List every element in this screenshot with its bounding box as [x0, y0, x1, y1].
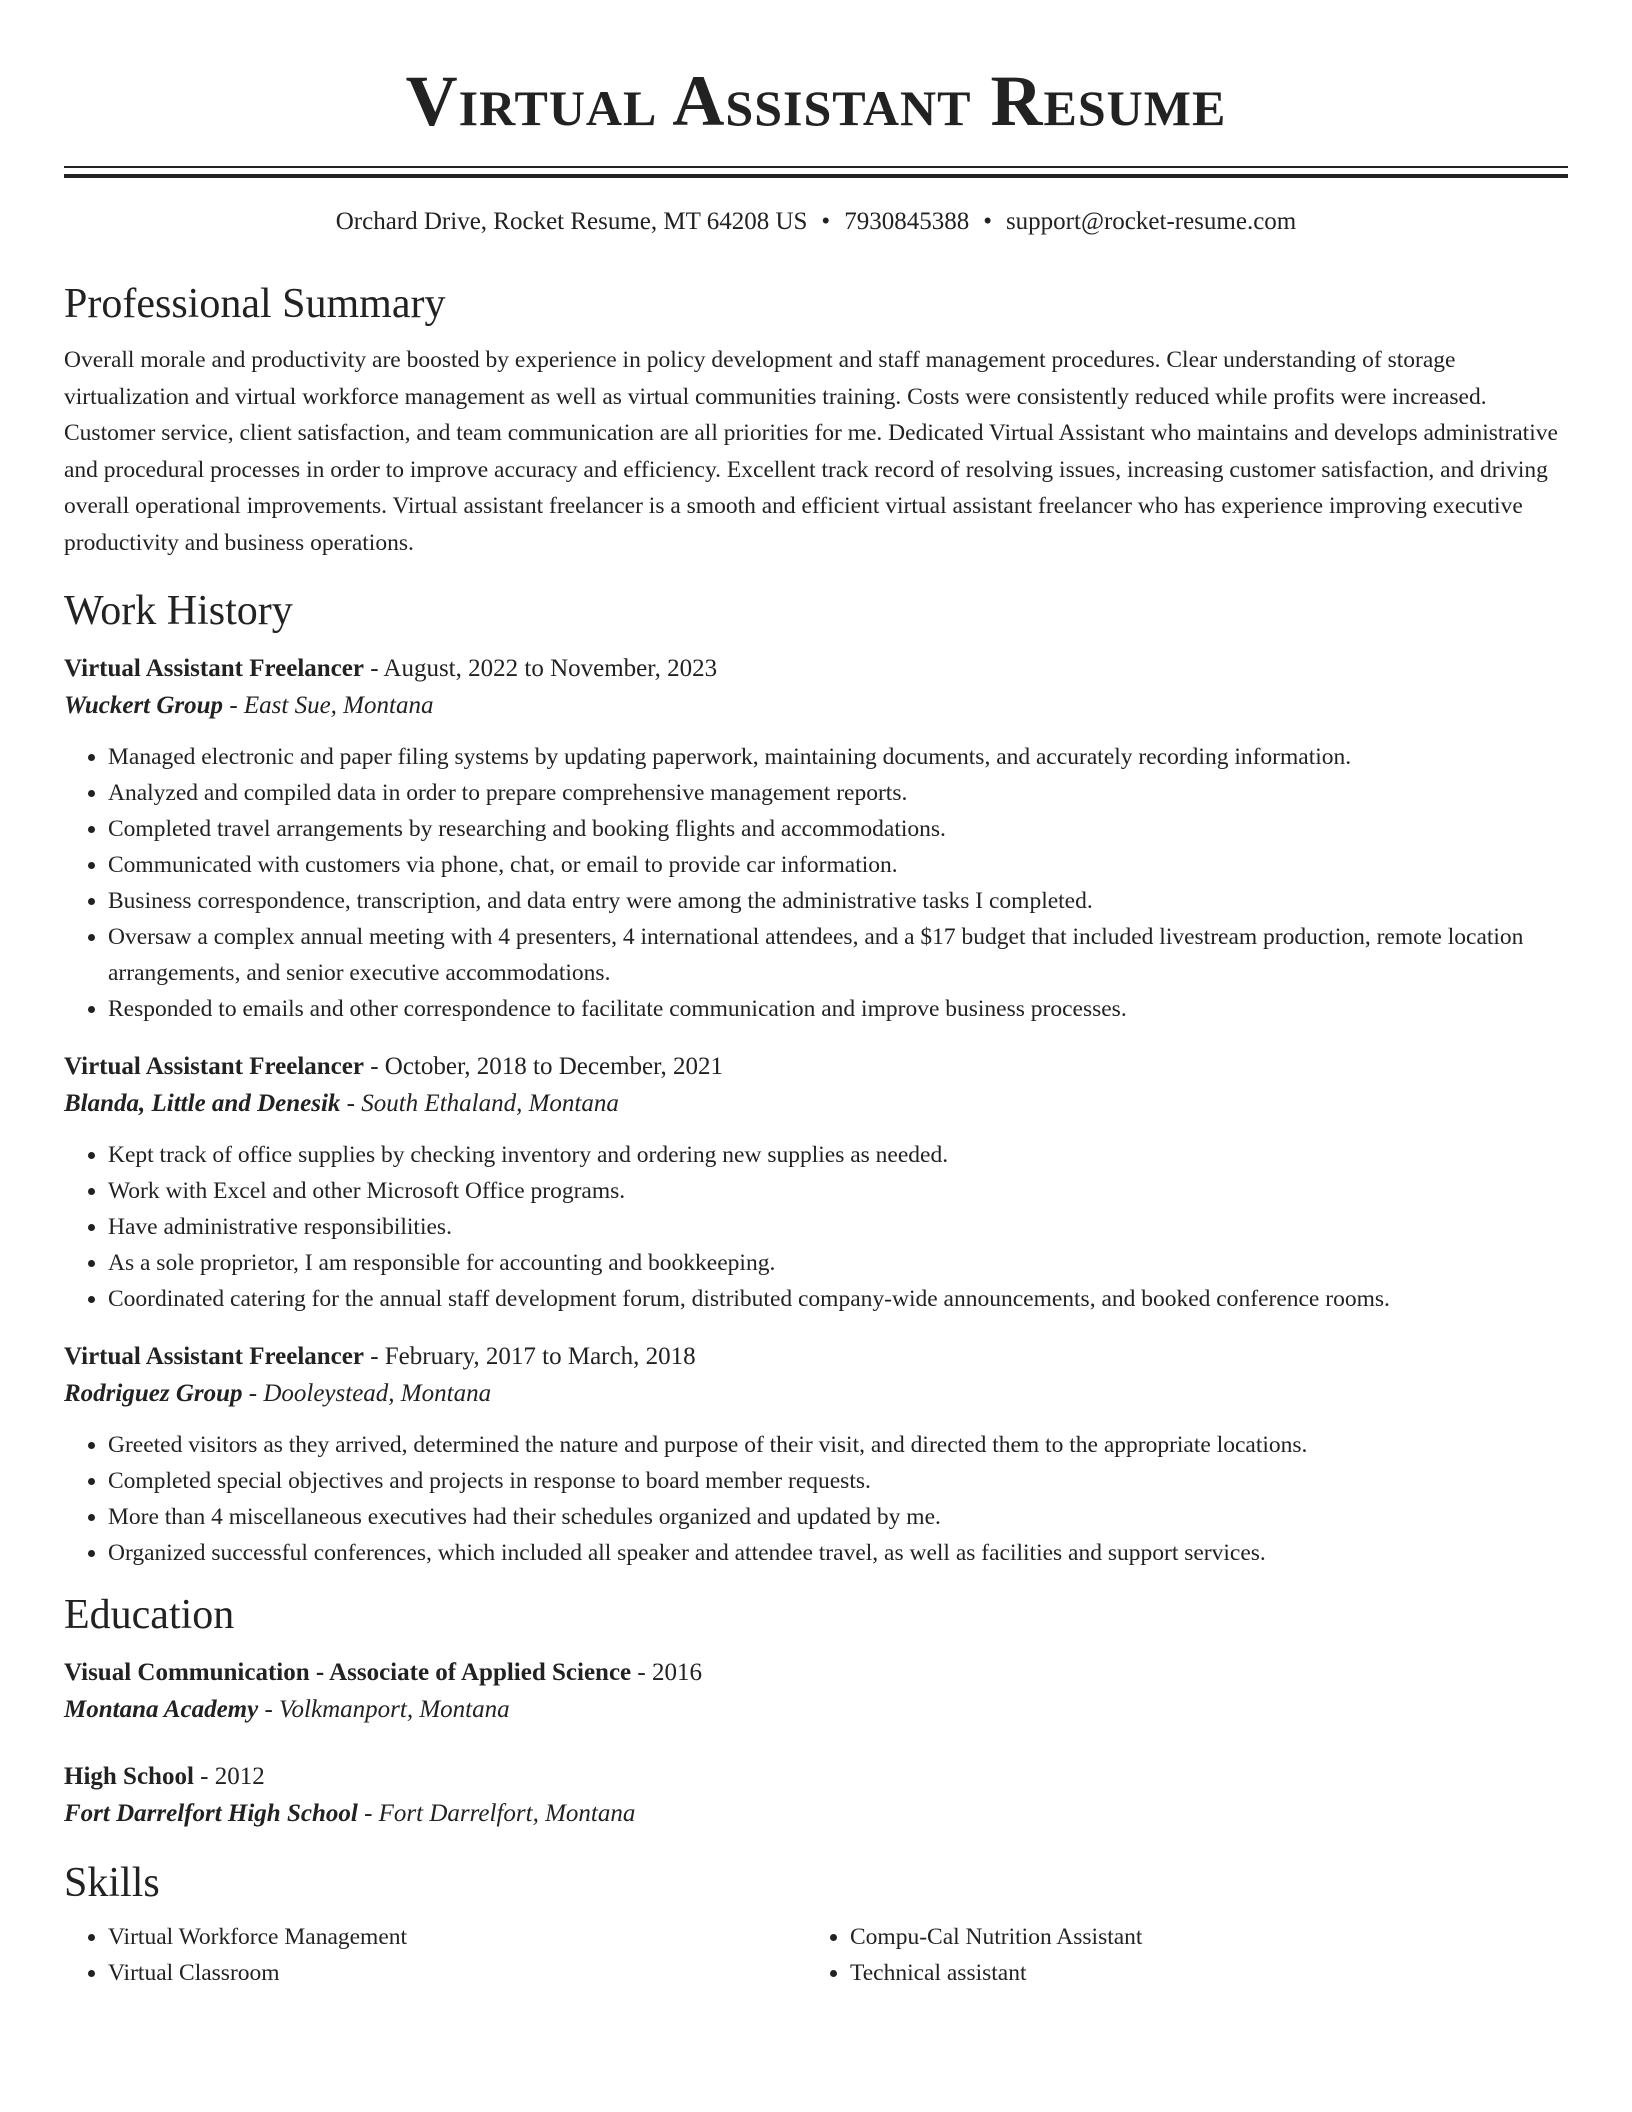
job-company: Wuckert Group — [64, 692, 224, 719]
job-title: Virtual Assistant Freelancer — [64, 1343, 364, 1370]
contact-phone: 7930845388 — [844, 208, 970, 235]
school-location: - Volkmanport, Montana — [258, 1696, 510, 1723]
skill-item: • Virtual Workforce Management — [108, 1919, 806, 1955]
contact-email: support@rocket-resume.com — [1005, 208, 1297, 235]
job-company-line — [64, 1375, 1568, 1413]
list-item: • Coordinated catering for the annual staff development forum, distributed company-wide announcements, and booked conference rooms. — [108, 1281, 1568, 1317]
summary-heading: Professional Summary — [64, 281, 446, 327]
resume-title: Virtual Assistant Resume — [405, 61, 1227, 141]
education-entry — [64, 1655, 1568, 1729]
graduation-year: - 2012 — [193, 1763, 265, 1790]
job-title-line — [64, 1049, 1568, 1085]
skills-columns — [64, 1919, 1568, 1991]
skill-item: • Virtual Classroom — [108, 1955, 806, 1991]
job-bullets — [64, 1137, 1568, 1317]
list-item: • Organized successful conferences, which included all speaker and attendee travel, as well as facilities and support services. — [108, 1535, 1568, 1571]
contact-separator: • — [983, 208, 992, 235]
summary-text: Overall morale and productivity are boosted by experience in policy development and staff management procedures. Clear understanding of storage virtualization and virtual workforce management as well as virtual communities training. Costs were consistently reduced while profits were increased. Customer service, client satisfaction, and team communication are all priorities for me. Dedicated Virtual Assistant who maintains and develops administrative and procedural processes in order to improve accuracy and efficiency. Excellent track record of resolving issues, increasing customer satisfaction, and driving overall operational improvements. Virtual assistant freelancer is a smooth and efficient virtual assistant freelancer who has experience improving executive productivity and business operations. — [64, 347, 1558, 556]
work-history-heading: Work History — [64, 588, 293, 634]
list-item: • Have administrative responsibilities. — [108, 1209, 1568, 1245]
contact-separator: • — [821, 208, 831, 235]
job-entry — [64, 1339, 1568, 1571]
job-location: - East Sue, Montana — [223, 692, 434, 719]
list-item: • More than 4 miscellaneous executives had their schedules organized and updated by me. — [108, 1499, 1568, 1535]
job-entry — [64, 651, 1568, 1027]
list-item: • Completed travel arrangements by researching and booking flights and accommodations. — [108, 811, 1568, 847]
job-location: - Dooleystead, Montana — [242, 1380, 492, 1407]
skills-section — [64, 1857, 1568, 1991]
school-name: Montana Academy — [64, 1696, 259, 1723]
job-title: Virtual Assistant Freelancer — [64, 1053, 364, 1080]
skill-item: • Compu-Cal Nutrition Assistant — [850, 1919, 1568, 1955]
skill-item: • Technical assistant — [850, 1955, 1568, 1991]
degree-line — [64, 1759, 1568, 1795]
job-bullets — [64, 1427, 1568, 1571]
school-location: - Fort Darrelfort, Montana — [357, 1800, 636, 1827]
skills-column-right — [806, 1919, 1568, 1991]
job-dates: - February, 2017 to March, 2018 — [363, 1343, 696, 1370]
list-item: • Managed electronic and paper filing systems by updating paperwork, maintaining documents, and accurately recording information. — [108, 739, 1568, 775]
job-company: Blanda, Little and Denesik — [64, 1090, 341, 1117]
job-title-line — [64, 1339, 1568, 1375]
summary-section — [64, 278, 1568, 561]
contact-line — [64, 206, 1568, 238]
school-line — [64, 1691, 1568, 1729]
job-dates: - August, 2022 to November, 2023 — [363, 655, 718, 682]
list-item: • Analyzed and compiled data in order to prepare comprehensive management reports. — [108, 775, 1568, 811]
skills-heading: Skills — [64, 1860, 160, 1906]
job-company: Rodriguez Group — [64, 1380, 243, 1407]
work-history-section — [64, 585, 1568, 1571]
school-name: Fort Darrelfort High School — [64, 1800, 358, 1827]
job-company-line — [64, 687, 1568, 725]
degree: Visual Communication - Associate of Applied Science — [64, 1659, 632, 1686]
job-dates: - October, 2018 to December, 2021 — [363, 1053, 723, 1080]
job-company-line — [64, 1085, 1568, 1123]
list-item: • Completed special objectives and projects in response to board member requests. — [108, 1463, 1568, 1499]
list-item: • Greeted visitors as they arrived, determined the nature and purpose of their visit, and directed them to the appropriate locations. — [108, 1427, 1568, 1463]
title-divider — [64, 166, 1568, 168]
education-heading: Education — [64, 1592, 235, 1638]
job-title-line — [64, 651, 1568, 687]
job-title: Virtual Assistant Freelancer — [64, 655, 364, 682]
list-item: • As a sole proprietor, I am responsible for accounting and bookkeeping. — [108, 1245, 1568, 1281]
contact-address: Orchard Drive, Rocket Resume, MT 64208 US — [335, 208, 808, 235]
job-entry — [64, 1049, 1568, 1317]
job-location: - South Ethaland, Montana — [340, 1090, 619, 1117]
list-item: • Responded to emails and other correspondence to facilitate communication and improve business processes. — [108, 991, 1568, 1027]
list-item: • Work with Excel and other Microsoft Office programs. — [108, 1173, 1568, 1209]
education-entry — [64, 1759, 1568, 1833]
degree-line — [64, 1655, 1568, 1691]
school-line — [64, 1795, 1568, 1833]
list-item: • Oversaw a complex annual meeting with 4 presenters, 4 international attendees, and a $17 budget that included livestream production, remote location arrangements, and senior executive accommodations. — [108, 919, 1568, 991]
degree: High School — [64, 1763, 194, 1790]
graduation-year: - 2016 — [631, 1659, 702, 1686]
skills-column-left — [64, 1919, 806, 1991]
list-item: • Kept track of office supplies by checking inventory and ordering new supplies as needed. — [108, 1137, 1568, 1173]
list-item: • Communicated with customers via phone, chat, or email to provide car information. — [108, 847, 1568, 883]
job-bullets — [64, 739, 1568, 1027]
list-item: • Business correspondence, transcription, and data entry were among the administrative tasks I completed. — [108, 883, 1568, 919]
education-section — [64, 1589, 1568, 1833]
